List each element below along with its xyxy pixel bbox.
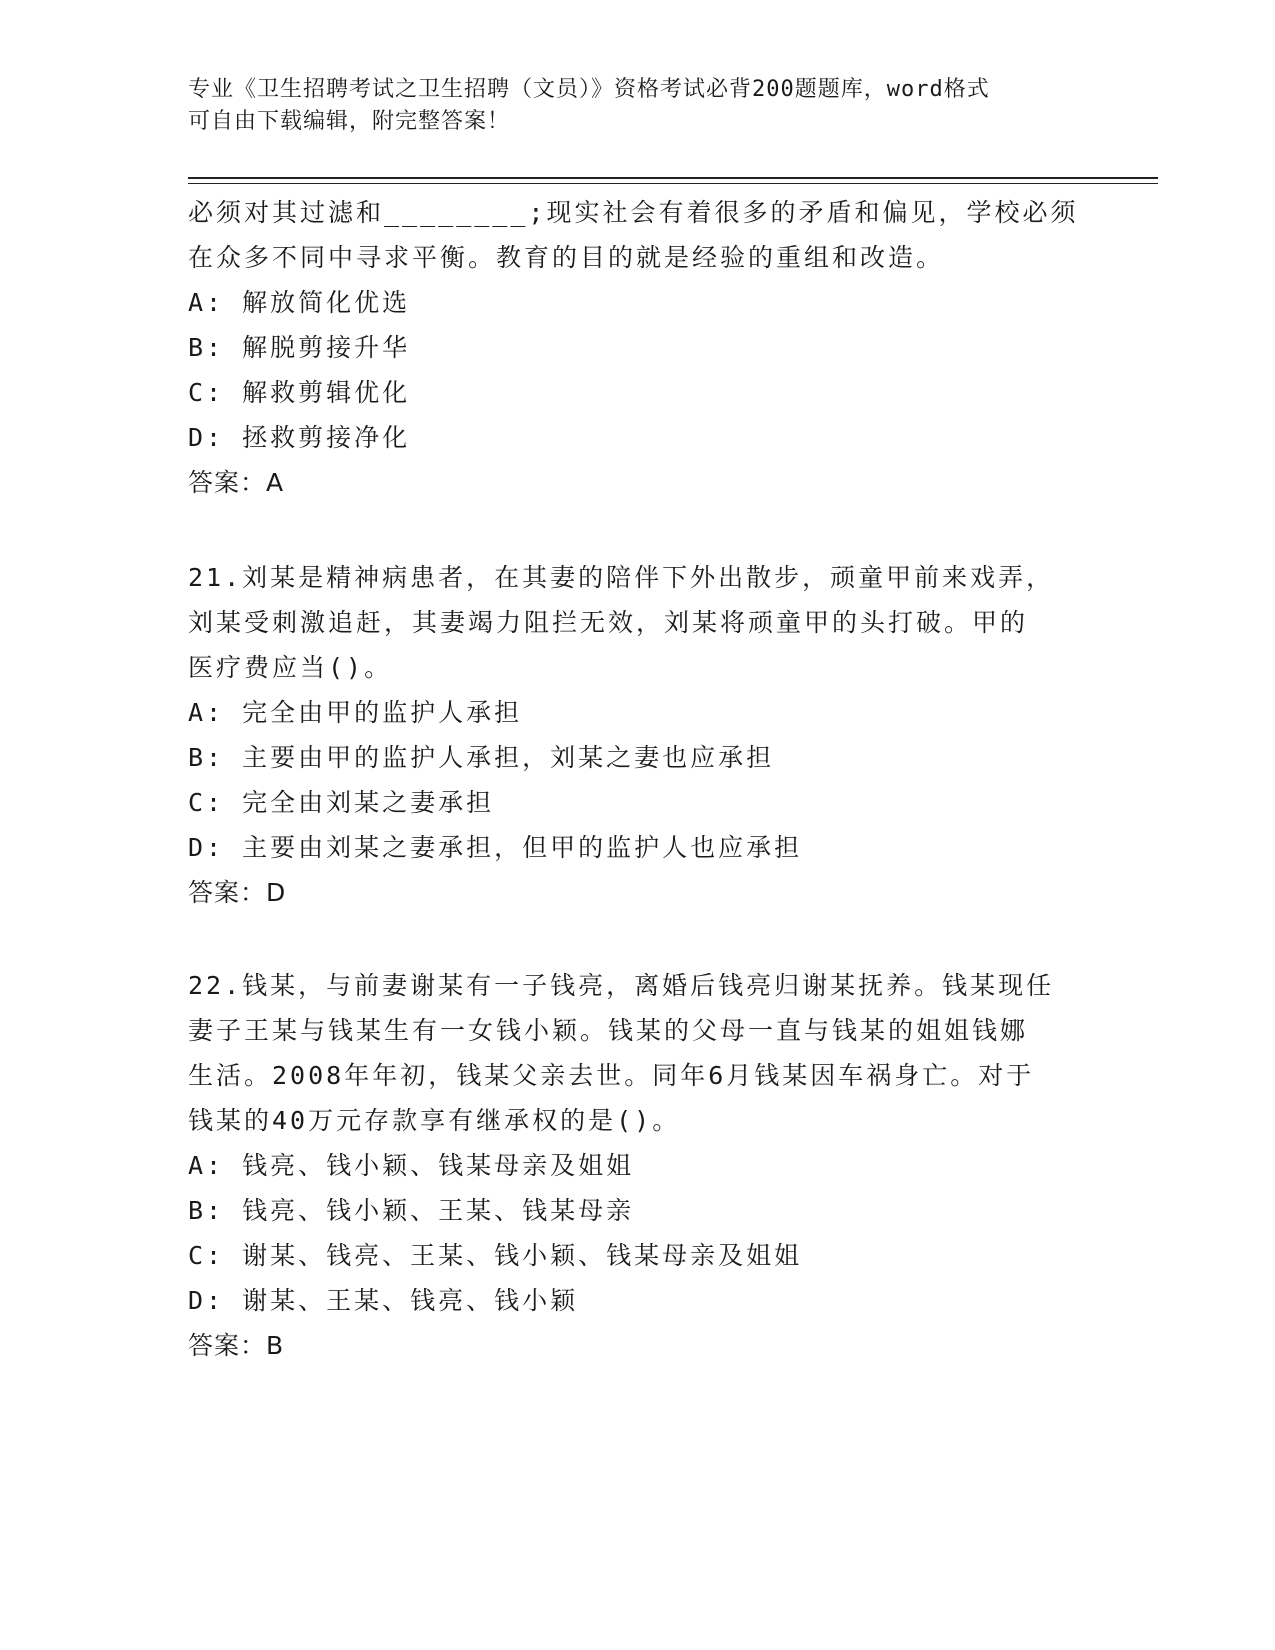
option-a: A: 钱亮、钱小颖、钱某母亲及姐姐 bbox=[188, 1151, 635, 1180]
option-d: D: 谢某、王某、钱亮、钱小颖 bbox=[188, 1286, 579, 1315]
document-body bbox=[188, 190, 1088, 1368]
option-d: D: 主要由刘某之妻承担，但甲的监护人也应承担 bbox=[188, 833, 803, 862]
question-text-line: 必须对其过滤和________;现实社会有着很多的矛盾和偏见，学校必须 bbox=[188, 198, 1079, 227]
spacer bbox=[188, 505, 1088, 555]
answer: 答案：B bbox=[188, 1331, 285, 1360]
option-a: A: 完全由甲的监护人承担 bbox=[188, 698, 523, 727]
answer: 答案：A bbox=[188, 468, 285, 497]
answer: 答案：D bbox=[188, 878, 287, 907]
question-text-line: 钱某的40万元存款享有继承权的是()。 bbox=[188, 1106, 681, 1135]
question-21 bbox=[188, 555, 1088, 915]
question-22 bbox=[188, 963, 1088, 1368]
header-line-2: 可自由下载编辑，附完整答案！ bbox=[188, 109, 511, 134]
question-text-line: 刘某受刺激追赶，其妻竭力阻拦无效，刘某将顽童甲的头打破。甲的 bbox=[188, 608, 1029, 637]
option-c: C: 完全由刘某之妻承担 bbox=[188, 788, 495, 817]
question-text-line: 生活。2008年年初，钱某父亲去世。同年6月钱某因车祸身亡。对于 bbox=[188, 1061, 1035, 1090]
question-text-line: 22.钱某，与前妻谢某有一子钱亮，离婚后钱亮归谢某抚养。钱某现任 bbox=[188, 971, 1055, 1000]
option-d: D: 拯救剪接净化 bbox=[188, 423, 411, 452]
question-text-line: 21.刘某是精神病患者，在其妻的陪伴下外出散步，顽童甲前来戏弄， bbox=[188, 563, 1055, 592]
header-divider-thin bbox=[188, 183, 1158, 184]
option-b: B: 解脱剪接升华 bbox=[188, 333, 411, 362]
header-line-1: 专业《卫生招聘考试之卫生招聘（文员）》资格考试必背200题题库，word格式 bbox=[188, 77, 990, 102]
option-b: B: 主要由甲的监护人承担，刘某之妻也应承担 bbox=[188, 743, 775, 772]
header-divider-thick bbox=[188, 177, 1158, 179]
option-c: C: 谢某、钱亮、王某、钱小颖、钱某母亲及姐姐 bbox=[188, 1241, 803, 1270]
option-c: C: 解救剪辑优化 bbox=[188, 378, 411, 407]
option-b: B: 钱亮、钱小颖、王某、钱某母亲 bbox=[188, 1196, 635, 1225]
option-a: A: 解放简化优选 bbox=[188, 288, 411, 317]
question-text-line: 妻子王某与钱某生有一女钱小颖。钱某的父母一直与钱某的姐姐钱娜 bbox=[188, 1016, 1029, 1045]
question-text-line: 在众多不同中寻求平衡。教育的目的就是经验的重组和改造。 bbox=[188, 243, 945, 272]
document-header bbox=[188, 74, 1088, 138]
question-20 bbox=[188, 190, 1088, 505]
question-text-line: 医疗费应当()。 bbox=[188, 653, 393, 682]
spacer bbox=[188, 915, 1088, 963]
